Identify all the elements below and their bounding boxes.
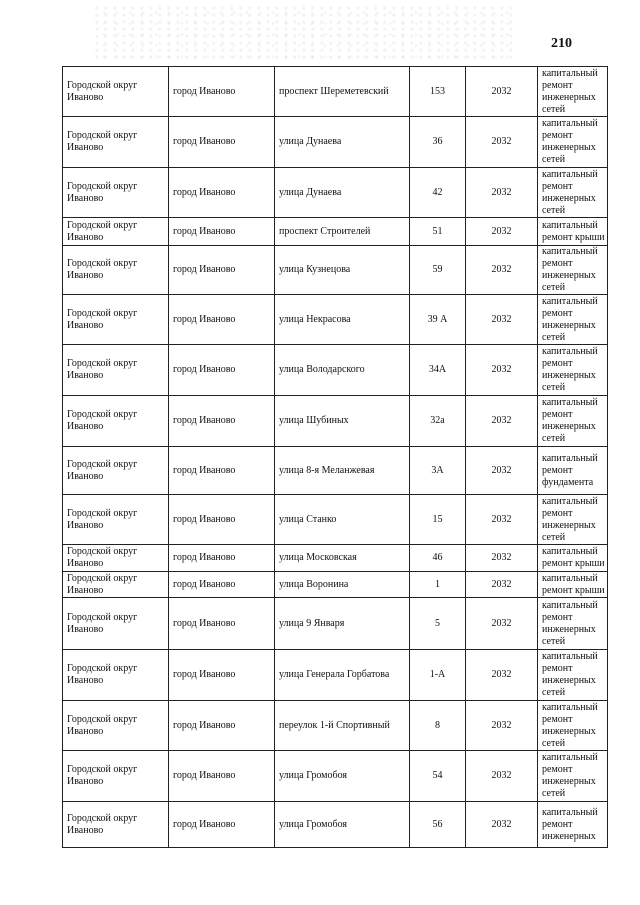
cell-city: город Иваново: [169, 345, 275, 396]
table-row: [63, 295, 608, 345]
table-row: [63, 396, 608, 447]
cell-district: Городской округ Иваново: [63, 246, 169, 295]
page-number: 210: [551, 36, 572, 51]
scan-noise: [95, 6, 515, 60]
cell-street: улица Московская: [275, 545, 410, 572]
cell-district: Городской округ Иваново: [63, 545, 169, 572]
table-row: [63, 802, 608, 848]
cell-city: город Иваново: [169, 447, 275, 495]
cell-year: 2032: [466, 701, 538, 751]
cell-city: город Иваново: [169, 218, 275, 246]
cell-street: улица Шубиных: [275, 396, 410, 447]
cell-street: улица Станко: [275, 495, 410, 545]
cell-street: улица Володарского: [275, 345, 410, 396]
cell-district: Городской округ Иваново: [63, 701, 169, 751]
table-row: [63, 447, 608, 495]
cell-street: улица Генерала Горбатова: [275, 650, 410, 701]
table-row: [63, 701, 608, 751]
table-row: [63, 218, 608, 246]
cell-house: 34А: [410, 345, 466, 396]
cell-street: проспект Шереметевский: [275, 67, 410, 117]
cell-district: Городской округ Иваново: [63, 295, 169, 345]
cell-house: 42: [410, 168, 466, 218]
table-row: [63, 751, 608, 802]
cell-year: 2032: [466, 246, 538, 295]
cell-street: улица Воронина: [275, 572, 410, 598]
cell-city: город Иваново: [169, 751, 275, 802]
table-row: [63, 168, 608, 218]
cell-street: улица Громобоя: [275, 751, 410, 802]
cell-year: 2032: [466, 67, 538, 117]
cell-house: 54: [410, 751, 466, 802]
cell-house: 3А: [410, 447, 466, 495]
cell-year: 2032: [466, 117, 538, 168]
cell-work-type: капитальный ремонт крыши: [538, 572, 608, 598]
cell-work-type: капитальный ремонт инженерных сетей: [538, 295, 608, 345]
cell-city: город Иваново: [169, 598, 275, 650]
cell-work-type: капитальный ремонт инженерных сетей: [538, 650, 608, 701]
cell-year: 2032: [466, 572, 538, 598]
cell-street: улица Дунаева: [275, 168, 410, 218]
cell-district: Городской округ Иваново: [63, 218, 169, 246]
table-row: [63, 117, 608, 168]
cell-district: Городской округ Иваново: [63, 345, 169, 396]
cell-city: город Иваново: [169, 117, 275, 168]
cell-work-type: капитальный ремонт инженерных сетей: [538, 345, 608, 396]
cell-district: Городской округ Иваново: [63, 168, 169, 218]
cell-house: 59: [410, 246, 466, 295]
cell-city: город Иваново: [169, 545, 275, 572]
cell-house: 1: [410, 572, 466, 598]
cell-year: 2032: [466, 295, 538, 345]
cell-house: 5: [410, 598, 466, 650]
cell-city: город Иваново: [169, 802, 275, 848]
cell-work-type: капитальный ремонт инженерных сетей: [538, 246, 608, 295]
cell-house: 56: [410, 802, 466, 848]
cell-city: город Иваново: [169, 572, 275, 598]
cell-year: 2032: [466, 345, 538, 396]
cell-work-type: капитальный ремонт крыши: [538, 545, 608, 572]
cell-house: 36: [410, 117, 466, 168]
cell-street: проспект Строителей: [275, 218, 410, 246]
cell-house: 46: [410, 545, 466, 572]
cell-city: город Иваново: [169, 67, 275, 117]
cell-city: город Иваново: [169, 396, 275, 447]
cell-year: 2032: [466, 751, 538, 802]
cell-year: 2032: [466, 495, 538, 545]
cell-year: 2032: [466, 447, 538, 495]
cell-house: 153: [410, 67, 466, 117]
table-row: [63, 67, 608, 117]
cell-work-type: капитальный ремонт фундамента: [538, 447, 608, 495]
cell-house: 51: [410, 218, 466, 246]
cell-street: улица 8-я Меланжевая: [275, 447, 410, 495]
cell-year: 2032: [466, 168, 538, 218]
cell-house: 32а: [410, 396, 466, 447]
cell-street: улица Кузнецова: [275, 246, 410, 295]
cell-work-type: капитальный ремонт инженерных: [538, 802, 608, 848]
cell-house: 15: [410, 495, 466, 545]
table-row: [63, 345, 608, 396]
cell-work-type: капитальный ремонт инженерных сетей: [538, 598, 608, 650]
cell-year: 2032: [466, 802, 538, 848]
table-row: [63, 572, 608, 598]
cell-work-type: капитальный ремонт инженерных сетей: [538, 117, 608, 168]
table-row: [63, 495, 608, 545]
cell-district: Городской округ Иваново: [63, 598, 169, 650]
cell-district: Городской округ Иваново: [63, 650, 169, 701]
cell-work-type: капитальный ремонт инженерных сетей: [538, 751, 608, 802]
cell-district: Городской округ Иваново: [63, 802, 169, 848]
cell-city: город Иваново: [169, 650, 275, 701]
cell-year: 2032: [466, 598, 538, 650]
cell-district: Городской округ Иваново: [63, 751, 169, 802]
table-row: [63, 598, 608, 650]
cell-street: улица Некрасова: [275, 295, 410, 345]
table-row: [63, 246, 608, 295]
cell-city: город Иваново: [169, 495, 275, 545]
cell-work-type: капитальный ремонт инженерных сетей: [538, 67, 608, 117]
cell-work-type: капитальный ремонт инженерных сетей: [538, 396, 608, 447]
cell-year: 2032: [466, 545, 538, 572]
cell-house: 8: [410, 701, 466, 751]
cell-work-type: капитальный ремонт инженерных сетей: [538, 701, 608, 751]
cell-work-type: капитальный ремонт крыши: [538, 218, 608, 246]
cell-street: улица 9 Января: [275, 598, 410, 650]
cell-work-type: капитальный ремонт инженерных сетей: [538, 495, 608, 545]
cell-district: Городской округ Иваново: [63, 396, 169, 447]
cell-street: улица Громобоя: [275, 802, 410, 848]
cell-work-type: капитальный ремонт инженерных сетей: [538, 168, 608, 218]
cell-district: Городской округ Иваново: [63, 67, 169, 117]
cell-district: Городской округ Иваново: [63, 495, 169, 545]
table-row: [63, 545, 608, 572]
cell-street: переулок 1-й Спортивный: [275, 701, 410, 751]
cell-house: 1-А: [410, 650, 466, 701]
cell-year: 2032: [466, 396, 538, 447]
table-row: [63, 650, 608, 701]
repair-schedule-table: [62, 66, 608, 848]
cell-house: 39 А: [410, 295, 466, 345]
cell-year: 2032: [466, 218, 538, 246]
cell-district: Городской округ Иваново: [63, 117, 169, 168]
cell-district: Городской округ Иваново: [63, 447, 169, 495]
cell-district: Городской округ Иваново: [63, 572, 169, 598]
cell-street: улица Дунаева: [275, 117, 410, 168]
cell-city: город Иваново: [169, 246, 275, 295]
cell-city: город Иваново: [169, 701, 275, 751]
cell-city: город Иваново: [169, 168, 275, 218]
cell-city: город Иваново: [169, 295, 275, 345]
cell-year: 2032: [466, 650, 538, 701]
